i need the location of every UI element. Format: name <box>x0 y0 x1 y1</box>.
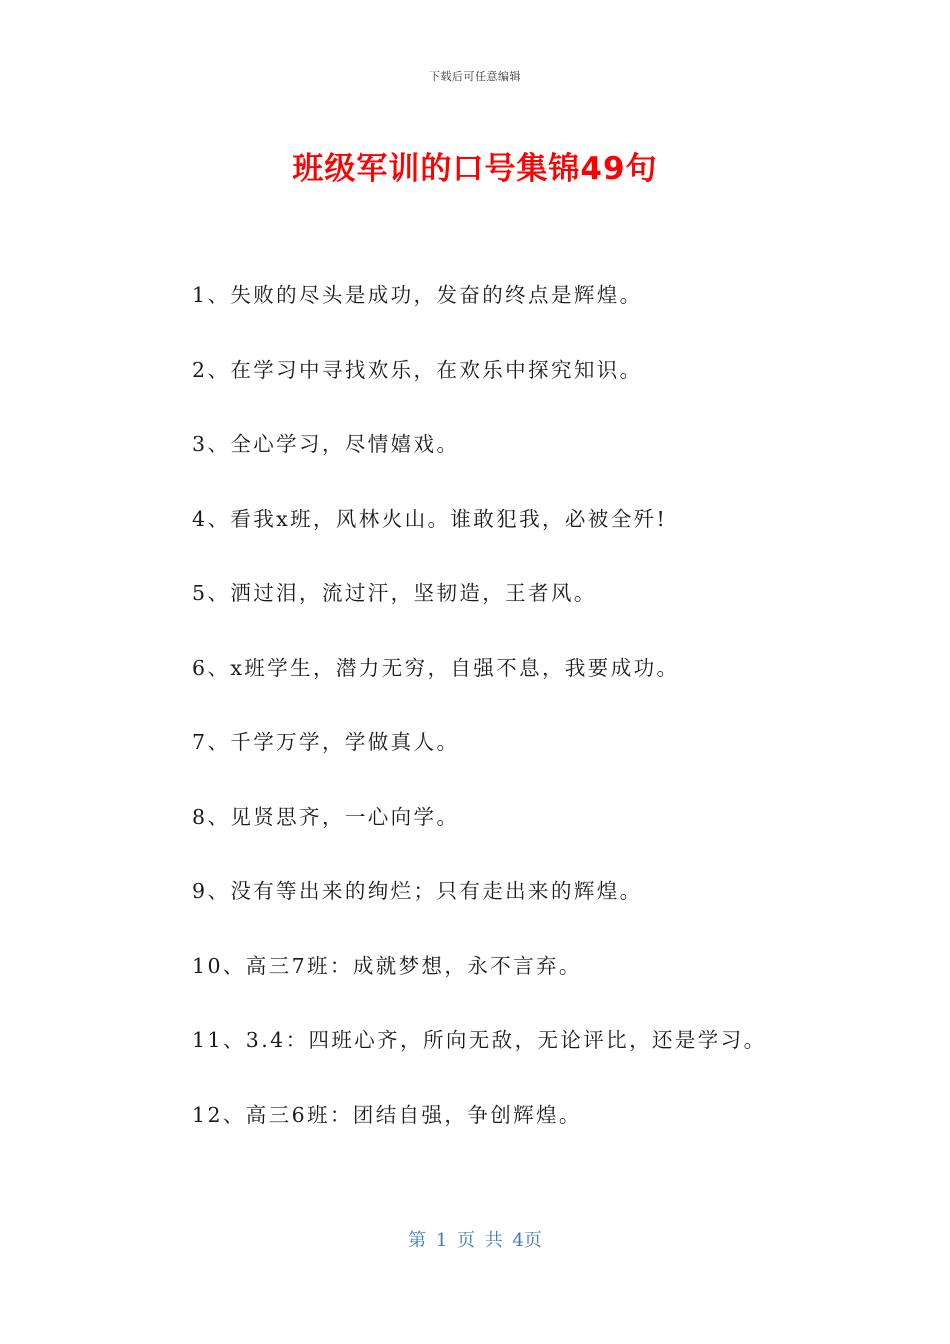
slogan-item: 7、千学万学，学做真人。 <box>192 730 460 754</box>
slogan-item: 5、洒过泪，流过汗，坚韧造，王者风。 <box>192 581 597 605</box>
slogan-item: 10、高三7班：成就梦想，永不言弃。 <box>192 953 582 978</box>
slogan-item: 2、在学习中寻找欢乐，在欢乐中探究知识。 <box>192 357 643 382</box>
slogan-item: 12、高三6班：团结自强，争创辉煌。 <box>192 1102 582 1127</box>
document-title: 班级军训的口号集锦49句 <box>292 151 658 187</box>
slogan-item: 9、没有等出来的绚烂；只有走出来的辉煌。 <box>192 879 643 903</box>
header-note: 下载后可任意编辑 <box>429 70 521 83</box>
slogan-item: 8、见贤思齐，一心向学。 <box>192 804 460 829</box>
slogan-item: 6、x班学生，潜力无穷，自强不息，我要成功。 <box>192 655 680 680</box>
slogan-item: 1、失败的尽头是成功，发奋的终点是辉煌。 <box>192 283 643 307</box>
page-number-footer: 第 1 页 共 4页 <box>408 1230 542 1251</box>
slogan-item: 3、全心学习，尽情嬉戏。 <box>192 432 460 456</box>
slogan-item: 11、3.4：四班心齐，所向无敌，无论评比，还是学习。 <box>192 1028 767 1052</box>
slogan-item: 4、看我x班，风林火山。谁敢犯我，必被全歼! <box>192 506 668 531</box>
slogan-list <box>192 280 832 1174</box>
